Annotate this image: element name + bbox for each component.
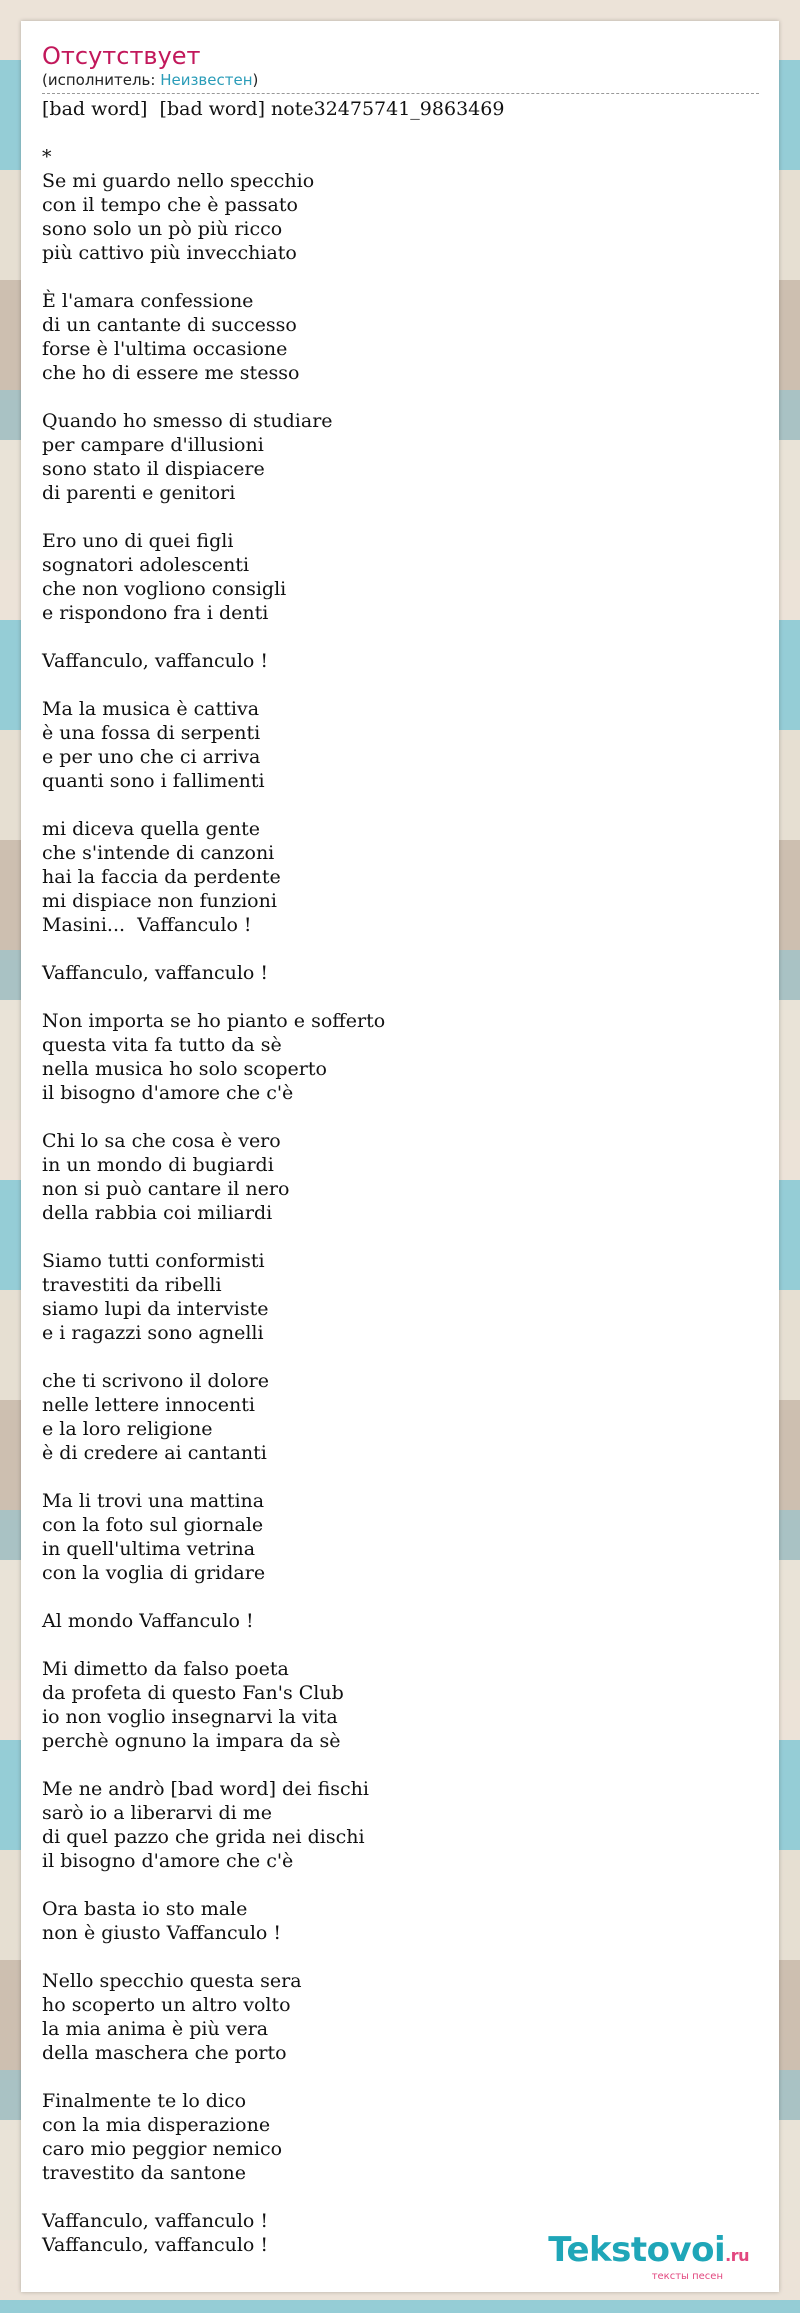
logo-tagline: тексты песен <box>651 2271 723 2282</box>
song-title: Отсутствует <box>42 42 201 70</box>
lyrics-card <box>21 21 779 2292</box>
byline-suffix: ) <box>252 71 259 89</box>
logo-wordmark <box>548 2232 749 2274</box>
artist-byline <box>42 71 759 89</box>
byline-prefix: (исполнитель: <box>42 71 161 89</box>
tekstovoi-logo[interactable] <box>548 2232 749 2282</box>
logo-tld: .ru <box>725 2246 749 2265</box>
artist-link[interactable]: Неизвестен <box>160 71 253 89</box>
song-header <box>42 41 759 94</box>
logo-name: Tekstovoi <box>548 2230 726 2270</box>
lyrics-text: [bad word] [bad word] note32475741_9863469 * Se mi guardo nello specchio con il tempo che è passato sono solo un pò più ricco più cattivo più invecchiato È l'amara confessione di un cantante di successo forse è l'ultima occasione che ho di essere me stesso Quando ho smesso di studiare per campare d'illusioni sono stato il dispiacere di parenti e genitori Ero uno di quei figli sognatori adolescenti che non vogliono consigli e rispondono fra i denti Vaffanculo, vaffanculo ! Ma la musica è cattiva è una fossa di serpenti e per uno che ci arriva quanti sono i fallimenti mi diceva quella gente che s'intende di canzoni hai la faccia da perdente mi dispiace non funzioni Masini... Vaffanculo ! Vaffanculo, vaffanculo ! Non importa se ho pianto e sofferto questa vita fa tutto da sè nella musica ho solo scoperto il bisogno d'amore che c'è Chi lo sa che cosa è vero in un mondo di bugiardi non si può cantare il nero della rabbia coi miliardi Siamo tutti conformisti travestiti da ribelli siamo lupi da interviste e i ragazzi sono agnelli che ti scrivono il dolore nelle lettere innocenti e la loro religione è di credere ai cantanti Ma li trovi una mattina con la foto sul giornale in quell'ultima vetrina con la voglia di gridare Al mondo Vaffanculo ! Mi dimetto da falso poeta da profeta di questo Fan's Club io non voglio insegnarvi la vita perchè ognuno la impara da sè Me ne andrò [bad word] dei fischi sarò io a liberarvi di me di quel pazzo che grida nei dischi il bisogno d'amore che c'è Ora basta io sto male non è giusto Vaffanculo ! Nello specchio questa sera ho scoperto un altro volto la mia anima è più vera della maschera che porto Finalmente te lo dico con la mia disperazione caro mio peggior nemico travestito da santone Vaffanculo, vaffanculo ! Vaffanculo, vaffanculo ! <box>42 98 505 2256</box>
